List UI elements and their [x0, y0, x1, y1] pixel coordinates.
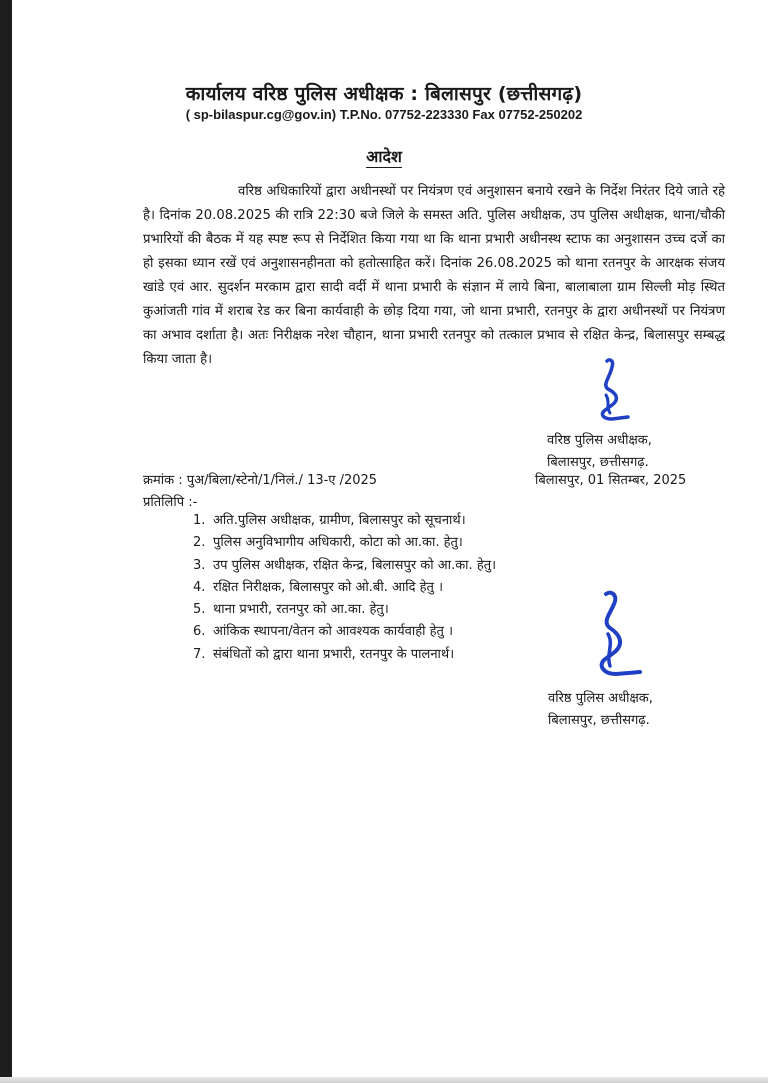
issue-date: बिलासपुर, 01 सितम्बर, 2025: [535, 473, 687, 488]
list-item: 2. पुलिस अनुविभागीय अधिकारी, कोटा को आ.का. हेतु।: [193, 535, 463, 551]
reference-number: क्रमांक : पुअ/बिला/स्टेनो/1/निलं./ 13-ए /2025: [143, 473, 378, 488]
copy-to-label: प्रतिलिपि :-: [143, 495, 198, 510]
signature-1: [590, 355, 640, 425]
signature-block-2: [548, 688, 653, 732]
order-heading: [0, 145, 768, 167]
list-item: 5. थाना प्रभारी, रतनपुर को आ.का. हेतु।: [193, 602, 389, 618]
list-item: 1. अति.पुलिस अधीक्षक, ग्रामीण, बिलासपुर को सूचनार्थ।: [193, 513, 466, 528]
signatory-location: बिलासपुर, छत्तीसगढ़.: [548, 713, 650, 728]
list-item: 3. उप पुलिस अधीक्षक, रक्षित केन्द्र, बिलासपुर को आ.का. हेतु।: [193, 557, 497, 573]
list-item: 6. आंकिक स्थापना/वेतन को आवश्यक कार्यवाही हेतु ।: [193, 624, 453, 640]
order-heading-text: आदेश: [366, 147, 402, 166]
list-item: 4. रक्षित निरीक्षक, बिलासपुर को ओ.बी. आदि हेतु ।: [193, 579, 444, 595]
office-contact-line: ( sp-bilaspur.cg@gov.in) T.P.No. 07752-223330 Fax 07752-250202: [185, 107, 583, 122]
copy-to-list: [193, 510, 613, 666]
signature-2: [588, 588, 648, 683]
signature-block-1: [547, 430, 652, 474]
order-body-paragraph: वरिष्ठ अधिकारियों द्वारा अधीनस्थों पर नियंत्रण एवं अनुशासन बनाये रखने के निर्देश निरंतर दिये जाते रहे है। दिनांक 20.08.2025 की रात्रि 22:30 बजे जिले के समस्त अति. पुलिस अधीक्षक, उप पुलिस अधीक्षक, थाना/चौकी प्रभारियों की बैठक में यह स्पष्ट रूप से निर्देशित किया गया था कि थाना प्रभारी अधीनस्थ स्टाफ का अनुशासन उच्च दर्जे का हो इसका ध्यान रखें एवं अनुशासनहीनता को हतोत्साहित करें। दिनांक 26.08.2025 को थाना रतनपुर के आरक्षक संजय खांडे एवं आर. सुदर्शन मरकाम द्वारा सादी वर्दी में थाना प्रभारी के संज्ञान में लाये बिना, बालाबाला ग्राम सिल्ली मोड़ स्थित कुआंजती गांव में शराब रेड कर बिना कार्यवाही के छोड़ दिया गया, जो थाना प्रभारी, रतनपुर के द्वारा अधीनस्थों पर नियंत्रण का अभाव दर्शाता है। अतः निरीक्षक नरेश चौहान, थाना प्रभारी रतनपुर को तत्काल प्रभाव से रक्षित केन्द्र, बिलासपुर सम्बद्ध किया जाता है।: [143, 184, 725, 367]
signatory-designation: वरिष्ठ पुलिस अधीक्षक,: [548, 691, 653, 706]
signatory-location: बिलासपुर, छत्तीसगढ़.: [547, 455, 649, 470]
page-bottom-edge: [0, 1077, 768, 1083]
signatory-designation: वरिष्ठ पुलिस अधीक्षक,: [547, 433, 652, 448]
list-item: 7. संबंधितों को द्वारा थाना प्रभारी, रतनपुर के पालनार्थ।: [193, 646, 455, 662]
office-title: कार्यालय वरिष्ठ पुलिस अधीक्षक : बिलासपुर (छत्तीसगढ़): [185, 83, 583, 105]
